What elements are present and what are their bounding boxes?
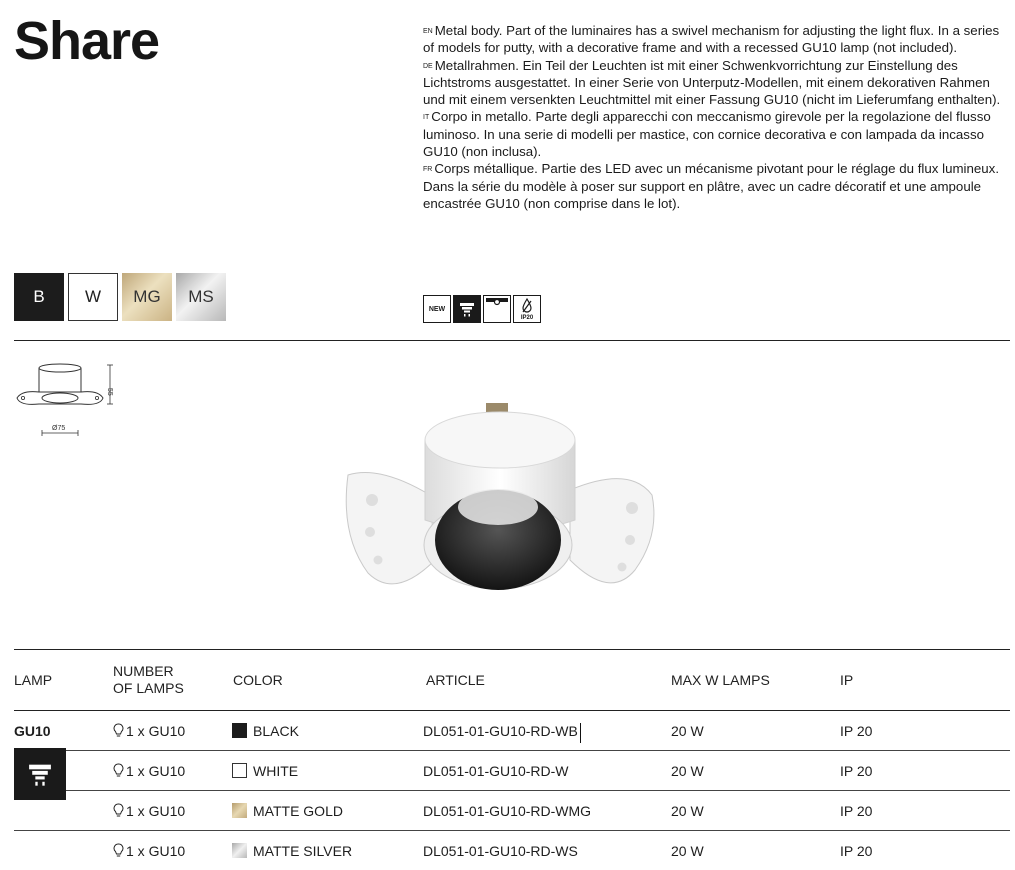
lamp-count <box>113 751 185 790</box>
bulb-icon <box>113 843 124 859</box>
lamp-count <box>113 831 185 870</box>
new-badge: NEW <box>423 295 451 323</box>
section-divider <box>14 340 1010 341</box>
dimension-drawing <box>12 360 122 445</box>
color-name: WHITE <box>253 762 299 779</box>
color-name: BLACK <box>253 722 299 739</box>
description-en <box>423 22 1008 57</box>
lamp-count-text: 1 x GU10 <box>126 802 186 819</box>
lamp-count-text: 1 x GU10 <box>126 722 186 739</box>
description-text: Metal body. Part of the luminaires has a swivel mechanism for adjusting the light flux. In a series of models for putty, with a decorative frame and with a recessed GU10 lamp (not included). <box>423 23 1000 56</box>
diameter-label: Ø75 <box>52 425 66 432</box>
lang-tag: EN <box>423 28 433 35</box>
color-cell <box>232 791 343 830</box>
article-code[interactable]: DL051-01-GU10-RD-WB <box>423 722 578 739</box>
swatch-matte-gold[interactable]: MG <box>122 273 172 321</box>
header-number-of-lamps <box>113 650 184 710</box>
lamp-count <box>113 791 185 830</box>
color-cell <box>232 711 299 750</box>
color-name: MATTE SILVER <box>253 842 353 859</box>
ip-rating-icon <box>513 295 541 323</box>
header-number-line1: NUMBER <box>113 663 174 679</box>
description-de <box>423 57 1008 109</box>
ip-value: IP 20 <box>840 802 873 819</box>
product-image <box>340 395 660 605</box>
gu10-lamp-icon <box>453 295 481 323</box>
lamp-count-text: 1 x GU10 <box>126 842 186 859</box>
header-number-line2: OF LAMPS <box>113 680 184 696</box>
ip-rating-label: IP20 <box>520 315 534 321</box>
lamp-count-text: 1 x GU10 <box>126 762 186 779</box>
product-table <box>14 650 1010 870</box>
description-text: Corpo in metallo. Parte degli apparecchi con meccanismo girevole per la regolazione del flusso luminoso. In una serie di modelli per mastice, con cornice decorativa e con lampada da incasso GU10 (non inclusa). <box>423 109 991 160</box>
color-cell <box>232 831 352 870</box>
header-lamp: LAMP <box>14 672 53 688</box>
ip-value: IP 20 <box>840 842 873 859</box>
article-code[interactable]: DL051-01-GU10-RD-WMG <box>423 802 592 819</box>
max-watt: 20 W <box>671 842 704 859</box>
color-swatch-matte-gold <box>232 803 247 818</box>
table-header <box>14 650 1010 711</box>
feature-badges <box>423 295 541 323</box>
lang-tag: DE <box>423 62 433 70</box>
header-article: ARTICLE <box>426 672 485 688</box>
bulb-icon <box>113 763 124 779</box>
swatch-white[interactable]: W <box>68 273 118 321</box>
lang-tag: FR <box>423 166 433 174</box>
color-swatches <box>14 273 226 321</box>
description-text: Corps métallique. Partie des LED avec un mécanisme pivotant pour le réglage du flux lumineux. Dans la série du modèle à poser sur support en plâtre, avec un cadre décoratif et une ampoule encastrée GU10 (non comprise dans le lot). <box>423 161 1000 211</box>
bulb-icon <box>113 803 124 819</box>
table-row <box>14 751 1010 791</box>
header-ip: IP <box>840 672 854 688</box>
swatch-matte-silver[interactable]: MS <box>176 273 226 321</box>
ip-value: IP 20 <box>840 762 873 779</box>
lamp-type: GU10 <box>14 722 51 739</box>
swatch-black[interactable]: B <box>14 273 64 321</box>
header-color: COLOR <box>233 672 283 688</box>
description-text: Metallrahmen. Ein Teil der Leuchten ist mit einer Schwenkvorrichtung zur Einstellung des Lichtstroms ausgestattet. In einer Serie von Unterputz-Modellen, mit einem dekorativen Rahmen und mit einem versenkten Leuchtmittel mit einer Fassung GU10 (nicht im Lieferumfang enthalten). <box>423 57 1001 108</box>
max-watt: 20 W <box>671 762 704 779</box>
header-max-w: MAX W LAMPS <box>671 672 770 688</box>
color-swatch-black <box>232 723 247 738</box>
recessed-mount-icon <box>483 295 511 323</box>
text-cursor <box>580 723 581 743</box>
color-name: MATTE GOLD <box>253 802 343 819</box>
color-cell <box>232 751 298 790</box>
color-swatch-matte-silver <box>232 843 247 858</box>
lamp-count <box>113 711 185 750</box>
ip-value: IP 20 <box>840 722 873 739</box>
color-swatch-white <box>232 763 247 778</box>
table-row <box>14 831 1010 870</box>
height-label: 55 <box>106 388 113 396</box>
page-title: Share <box>14 11 160 71</box>
table-row <box>14 791 1010 831</box>
description-fr <box>423 160 1008 212</box>
bulb-icon <box>113 723 124 739</box>
gu10-lamp-icon-large <box>14 748 66 800</box>
max-watt: 20 W <box>671 802 704 819</box>
max-watt: 20 W <box>671 722 704 739</box>
lang-tag: IT <box>423 114 430 122</box>
table-row <box>14 711 1010 751</box>
article-code[interactable]: DL051-01-GU10-RD-WS <box>423 842 578 859</box>
article-code[interactable]: DL051-01-GU10-RD-W <box>423 762 569 779</box>
description-it <box>423 108 1008 160</box>
description-block <box>423 22 1008 212</box>
